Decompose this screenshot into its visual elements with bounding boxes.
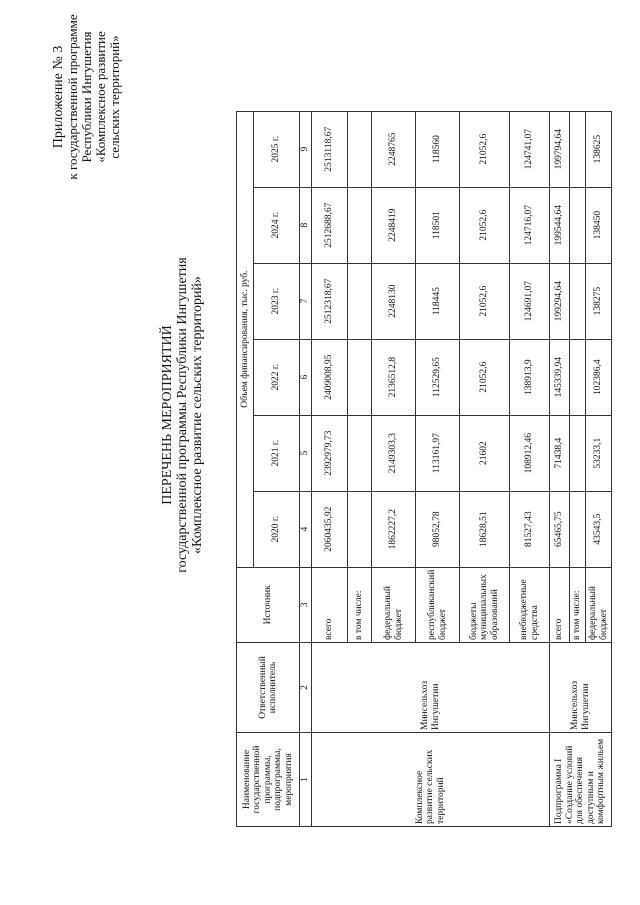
column-index: 1 (300, 733, 312, 827)
appendix-line: «Комплексное развитие (93, 31, 108, 163)
value-cell: 108912,46 (510, 415, 550, 491)
value-cell: 124716,07 (510, 187, 550, 263)
value-cell (348, 339, 372, 415)
column-index: 4 (300, 491, 312, 567)
header-funding: Объем финансирования, тыс. руб. (237, 111, 254, 567)
value-cell: 2149303,3 (372, 415, 416, 491)
header-year: 2024 г. (253, 187, 299, 263)
value-cell: 2248765 (372, 111, 416, 187)
value-cell: 199294,64 (550, 263, 570, 339)
value-cell: 65465,75 (550, 491, 570, 567)
value-cell: 112529,65 (416, 339, 460, 415)
source-cell: всего (312, 567, 348, 642)
appendix-line: Республики Ингушетия (79, 31, 94, 163)
value-cell: 2512318,67 (312, 263, 348, 339)
value-cell: 138450 (586, 187, 612, 263)
value-cell (570, 339, 586, 415)
value-cell (348, 491, 372, 567)
appendix-number: Приложение № 3 (51, 45, 66, 149)
column-index: 7 (300, 263, 312, 339)
column-index: 9 (300, 111, 312, 187)
value-cell: 21602 (460, 415, 510, 491)
appendix-line: к государственной программе (65, 14, 80, 180)
value-cell: 118501 (416, 187, 460, 263)
value-cell: 199544,64 (550, 187, 570, 263)
value-cell: 43543,5 (586, 491, 612, 567)
value-cell (570, 111, 586, 187)
header-name: Наименование государственной программы, подпрограммы, мероприятия (237, 733, 300, 827)
source-cell: республиканский бюджет (416, 567, 460, 642)
value-cell: 138275 (586, 263, 612, 339)
program-name: Комплексное развитие сельских территорий (312, 733, 550, 827)
source-cell: всего (550, 567, 570, 642)
source-cell: федеральный бюджет (372, 567, 416, 642)
column-index: 5 (300, 415, 312, 491)
value-cell: 21052,6 (460, 263, 510, 339)
value-cell (348, 415, 372, 491)
value-cell: 138913,9 (510, 339, 550, 415)
value-cell: 2512688,67 (312, 187, 348, 263)
header-year: 2025 г. (253, 111, 299, 187)
value-cell: 21052,6 (460, 111, 510, 187)
column-index: 3 (300, 567, 312, 642)
value-cell: 21052,6 (460, 187, 510, 263)
source-cell: в том числе: (348, 567, 372, 642)
value-cell: 2136512,8 (372, 339, 416, 415)
value-cell: 71438,4 (550, 415, 570, 491)
table-row (550, 111, 570, 826)
source-cell: бюджеты муниципальных образований (460, 567, 510, 642)
value-cell: 124691,07 (510, 263, 550, 339)
value-cell (570, 187, 586, 263)
value-cell (570, 263, 586, 339)
value-cell: 2060435,92 (312, 491, 348, 567)
value-cell (348, 263, 372, 339)
header-year: 2022 г. (253, 339, 299, 415)
value-cell (570, 491, 586, 567)
value-cell: 53233,1 (586, 415, 612, 491)
column-index: 8 (300, 187, 312, 263)
header-executor: Ответственный исполнитель (237, 643, 300, 733)
column-index: 2 (300, 643, 312, 733)
value-cell: 2248419 (372, 187, 416, 263)
value-cell: 199794,64 (550, 111, 570, 187)
title-line: государственной программы Республики Ингушетия (175, 257, 190, 573)
value-cell: 18628,51 (460, 491, 510, 567)
value-cell: 81527,43 (510, 491, 550, 567)
header-source: Источник (237, 567, 300, 642)
header-year: 2023 г. (253, 263, 299, 339)
value-cell: 1862227,2 (372, 491, 416, 567)
value-cell: 2513118,67 (312, 111, 348, 187)
appendix-block (52, 7, 122, 187)
value-cell: 2409008,95 (312, 339, 348, 415)
value-cell: 145339,94 (550, 339, 570, 415)
value-cell: 98052,78 (416, 491, 460, 567)
source-cell: в том числе: (570, 567, 586, 642)
value-cell: 118445 (416, 263, 460, 339)
value-cell (348, 111, 372, 187)
title-line: «Комплексное развитие сельских территорий» (190, 276, 205, 554)
header-year: 2021 г. (253, 415, 299, 491)
value-cell: 124741,07 (510, 111, 550, 187)
value-cell: 21052,6 (460, 339, 510, 415)
table-row (312, 111, 348, 826)
value-cell (570, 415, 586, 491)
header-year: 2020 г. (253, 491, 299, 567)
value-cell: 102386,4 (586, 339, 612, 415)
value-cell (348, 187, 372, 263)
value-cell: 113161,97 (416, 415, 460, 491)
document-title (160, 105, 205, 725)
source-cell: внебюджетные средства (510, 567, 550, 642)
value-cell: 118560 (416, 111, 460, 187)
appendix-line: сельских территорий» (107, 35, 122, 159)
executor-name: Минсельхоз Ингушетии (312, 643, 550, 733)
value-cell: 2248130 (372, 263, 416, 339)
subprogram-name: Подпрограмма I «Создание условий для обеспечения доступным и комфортным жильем (550, 733, 612, 827)
value-cell: 138625 (586, 111, 612, 187)
source-cell: федеральный бюджет (586, 567, 612, 642)
executor-name: Минсельхоз Ингушетии (550, 643, 612, 733)
value-cell: 2392979,73 (312, 415, 348, 491)
column-index: 6 (300, 339, 312, 415)
title-line: ПЕРЕЧЕНЬ МЕРОПРИЯТИЙ (160, 325, 175, 505)
measures-table (236, 111, 612, 827)
